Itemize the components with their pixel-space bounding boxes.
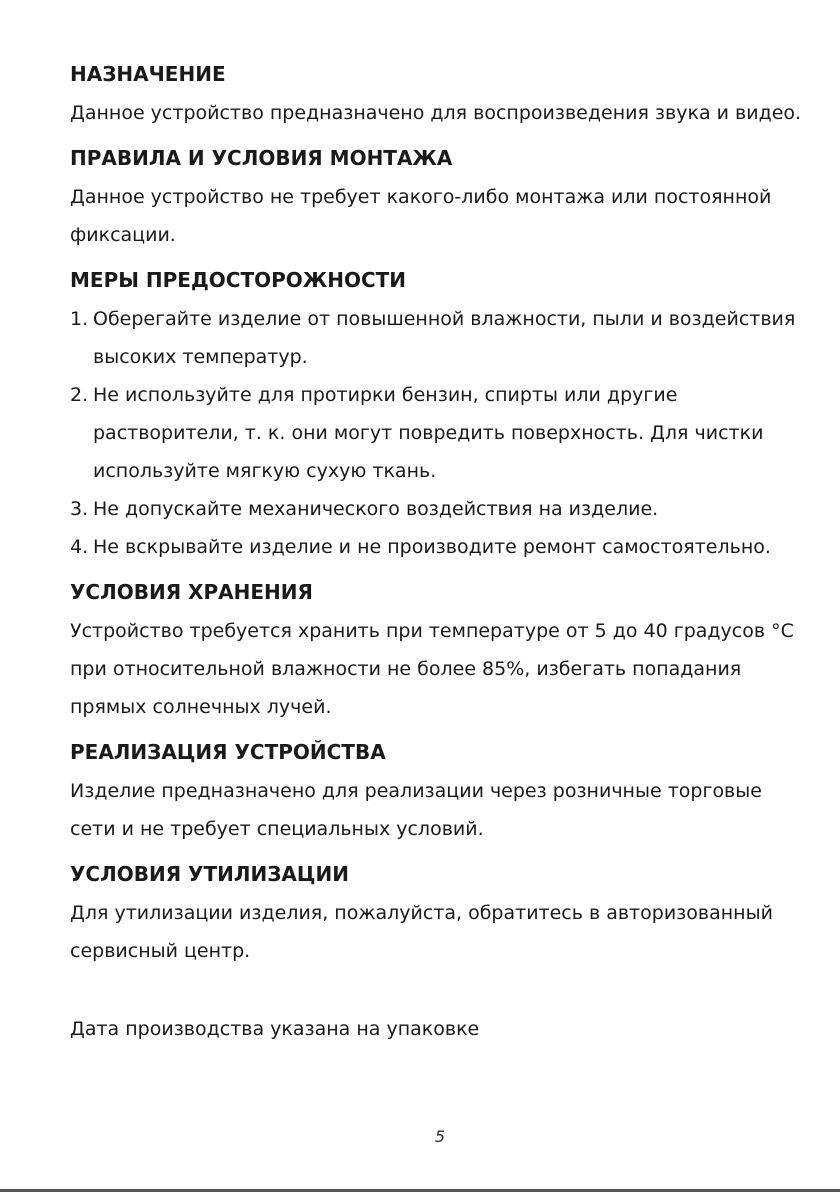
page-number: 5 <box>434 1127 446 1146</box>
list-item <box>70 528 810 566</box>
section-heading: РЕАЛИЗАЦИЯ УСТРОЙСТВА <box>70 740 386 764</box>
section-sales <box>70 740 810 848</box>
section-text: Устройство требуется хранить при температуре от 5 до 40 градусов °C при относительной влажности не более 85%, избегать попадания прямых солнечных лучей. <box>70 620 794 718</box>
list-item <box>70 376 810 490</box>
section-storage <box>70 580 810 726</box>
list-item <box>70 300 810 376</box>
list-item-number: 2. <box>70 384 89 406</box>
section-installation <box>70 146 810 254</box>
list-item-text: Не допускайте механического воздействия на изделие. <box>93 498 659 520</box>
section-heading: УСЛОВИЯ ХРАНЕНИЯ <box>70 580 313 604</box>
section-purpose <box>70 62 810 132</box>
section-text: Изделие предназначено для реализации через розничные торговые сети и не требует специальных условий. <box>70 780 762 840</box>
section-disposal <box>70 862 810 970</box>
section-text: Для утилизации изделия, пожалуйста, обратитесь в авторизованный сервисный центр. <box>70 902 773 962</box>
list-item <box>70 490 810 528</box>
list-item-number: 3. <box>70 498 89 520</box>
section-heading: МЕРЫ ПРЕДОСТОРОЖНОСТИ <box>70 268 407 292</box>
section-text: Данное устройство не требует какого-либо монтажа или постоянной фиксации. <box>70 186 772 246</box>
list-item-number: 1. <box>70 308 89 330</box>
list-item-text: Не вскрывайте изделие и не производите ремонт самостоятельно. <box>93 536 771 558</box>
manual-page <box>70 62 810 1067</box>
section-heading: ПРАВИЛА И УСЛОВИЯ МОНТАЖА <box>70 146 453 170</box>
section-heading: НАЗНАЧЕНИЕ <box>70 62 226 86</box>
list-item-number: 4. <box>70 536 89 558</box>
section-heading: УСЛОВИЯ УТИЛИЗАЦИИ <box>70 862 349 886</box>
section-precautions <box>70 268 810 566</box>
list-item-text: Оберегайте изделие от повышенной влажности, пыли и воздействия высоких температур. <box>93 308 796 368</box>
precautions-list <box>70 300 810 566</box>
section-text: Данное устройство предназначено для воспроизведения звука и видео. <box>70 102 802 124</box>
production-date-note: Дата производства указана на упаковке <box>70 1018 480 1040</box>
list-item-text: Не используйте для протирки бензин, спирты или другие растворители, т. к. они могут повредить поверхность. Для чистки используйте мягкую сухую ткань. <box>93 384 764 482</box>
